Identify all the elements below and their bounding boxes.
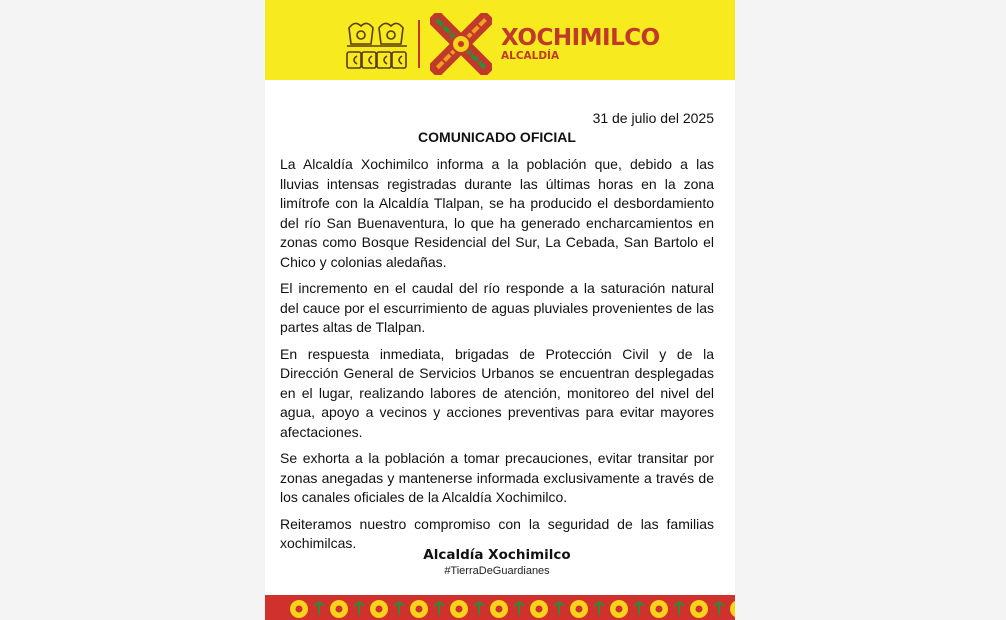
footer-leaf xyxy=(474,601,484,615)
footer-leaf xyxy=(434,601,444,615)
footer-flower xyxy=(730,600,735,618)
flower-pattern-icon xyxy=(265,595,735,620)
footer-flower-center xyxy=(376,606,383,613)
paragraph: El incremento en el caudal del río responde a la saturación natural del cauce por el escurrimiento de aguas pluviales provenientes de las partes altas de Tlalpan. xyxy=(280,280,714,335)
footer-flower-center xyxy=(616,606,623,613)
footer-flower-center xyxy=(496,606,503,613)
header-banner xyxy=(265,0,735,80)
footer-flower-center xyxy=(336,606,343,613)
footer-band xyxy=(265,595,735,620)
footer-flower-center xyxy=(416,606,423,613)
footer-leaf xyxy=(674,601,684,615)
footer-flower-center xyxy=(296,606,303,613)
paragraph: En respuesta inmediata, brigadas de Protección Civil y de la Dirección General de Servicios Urbanos se encuentran desplegadas en el lugar, realizando labores de atención, monitoreo del nivel del agua, apoyo a vecinos y acciones preventivas para evitar mayores afectaciones. xyxy=(280,345,714,440)
brand-name: XOCHIMILCO xyxy=(501,25,660,51)
signature-name: Alcaldía Xochimilco xyxy=(423,547,571,563)
communique-page xyxy=(265,0,735,620)
xochimilco-x-flower-icon xyxy=(430,13,492,75)
footer-flower-center xyxy=(696,606,703,613)
signature-hashtag: #TierraDeGuardianes xyxy=(444,565,550,577)
document-date: 31 de julio del 2025 xyxy=(592,110,714,126)
brand-subtitle: ALCALDÍA xyxy=(501,50,560,62)
document-body xyxy=(280,155,714,561)
footer-flower-center xyxy=(456,606,463,613)
document-title: COMUNICADO OFICIAL xyxy=(418,129,576,145)
footer-leaf xyxy=(394,601,404,615)
footer-leaf xyxy=(554,601,564,615)
aztec-crest-icon xyxy=(345,18,409,72)
footer-leaf xyxy=(714,601,724,615)
footer-leaf xyxy=(594,601,604,615)
footer-flower-center xyxy=(656,606,663,613)
footer-leaf xyxy=(314,601,324,615)
footer-leaf xyxy=(354,601,364,615)
paragraph: Reiteramos nuestro compromiso con la seguridad de las familias xochimilcas. xyxy=(280,515,714,551)
footer-flower-center xyxy=(576,606,583,613)
paragraph: Se exhorta a la población a tomar precauciones, evitar transitar por zonas anegadas y mantenerse informada exclusivamente a través de los canales oficiales de la Alcaldía Xochimilco. xyxy=(280,450,714,505)
footer-flower-center xyxy=(536,606,543,613)
header-divider xyxy=(418,20,420,68)
footer-leaf xyxy=(514,601,524,615)
paragraph: La Alcaldía Xochimilco informa a la población que, debido a las lluvias intensas registradas durante las últimas horas en la zona limítrofe con la Alcaldía Tlalpan, se ha producido el desbordamiento del río San Buenaventura, lo que ha generado encharcamientos en zonas como Bosque Residencial del Sur, La Cebada, San Bartolo el Chico y colonias aledañas. xyxy=(280,156,714,270)
footer-leaf xyxy=(634,601,644,615)
